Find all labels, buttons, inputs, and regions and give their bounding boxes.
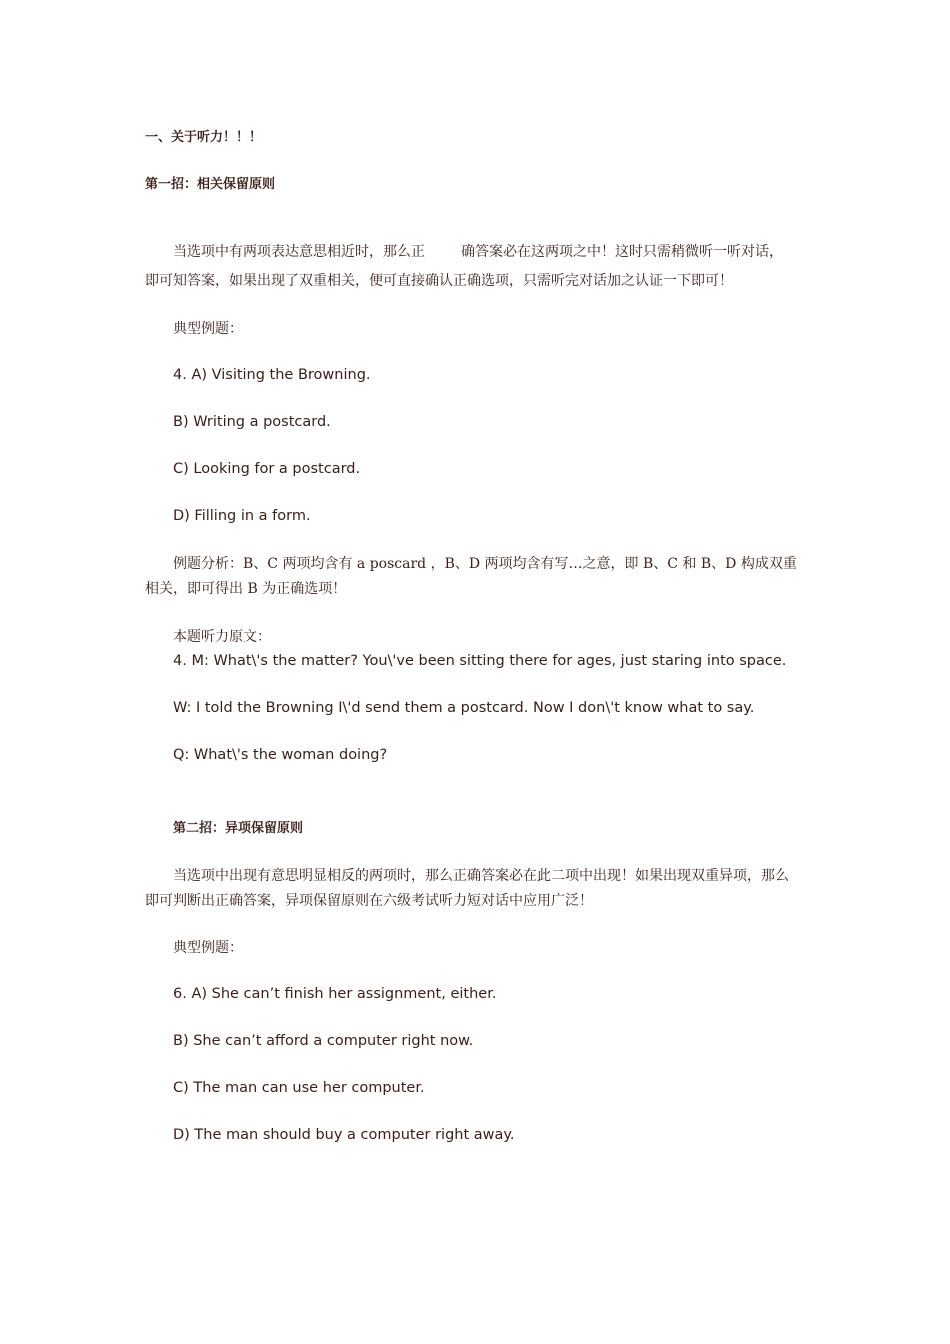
tip1-transcript-line-3: Q: What\'s the woman doing? (173, 747, 388, 763)
tip1-option-a: 4. A) Visiting the Browning. (173, 367, 371, 383)
tip2-option-c: C) The man can use her computer. (173, 1080, 425, 1096)
tip2-option-b: B) She can’t afford a computer right now. (173, 1033, 474, 1049)
tip2-option-a: 6. A) She can’t finish her assignment, either. (173, 986, 497, 1002)
tip1-option-c: C) Looking for a postcard. (173, 461, 361, 477)
tip2-title: 第二招：异项保留原则 (173, 821, 304, 836)
tip1-example-label: 典型例题： (173, 321, 243, 337)
tip1-title: 第一招：相关保留原则 (145, 177, 276, 192)
tip1-transcript-line-1: 4. M: What\'s the matter? You\'ve been sitting there for ages, just staring into space. (173, 653, 787, 669)
tip1-analysis-line-2: 相关，即可得出 B 为正确选项！ (145, 581, 347, 597)
tip1-paragraph-line-1 (173, 244, 783, 261)
tip1-transcript-label: 本题听力原文： (173, 629, 271, 645)
tip1-transcript-line-2: W: I told the Browning I\'d send them a postcard. Now I don\'t know what to say. (173, 700, 755, 716)
tip1-paragraph-line-2: 即可知答案，如果出现了双重相关，便可直接确认正确选项，只需听完对话加之认证一下即可！ (145, 273, 733, 289)
tip2-paragraph-line-2: 即可判断出正确答案，异项保留原则在六级考试听力短对话中应用广泛！ (145, 893, 593, 909)
tip2-example-label: 典型例题： (173, 940, 243, 956)
section-title: 一、关于听力！！！ (145, 130, 263, 145)
tip1-paragraph-line-1-a: 当选项中有两项表达意思相近时，那么正 (173, 244, 425, 260)
tip1-analysis-line-1: 例题分析：B、C 两项均含有 a poscard ，B、D 两项均含有写…之意，即 B、C 和 B、D 构成双重 (173, 556, 797, 572)
tip2-option-d: D) The man should buy a computer right away. (173, 1127, 515, 1143)
tip1-option-b: B) Writing a postcard. (173, 414, 331, 430)
tip1-paragraph-line-1-b: 确答案必在这两项之中！这时只需稍微听一听对话， (461, 244, 783, 260)
tip2-paragraph-line-1: 当选项中出现有意思明显相反的两项时，那么正确答案必在此二项中出现！如果出现双重异项，那么 (173, 868, 789, 884)
tip1-option-d: D) Filling in a form. (173, 508, 311, 524)
